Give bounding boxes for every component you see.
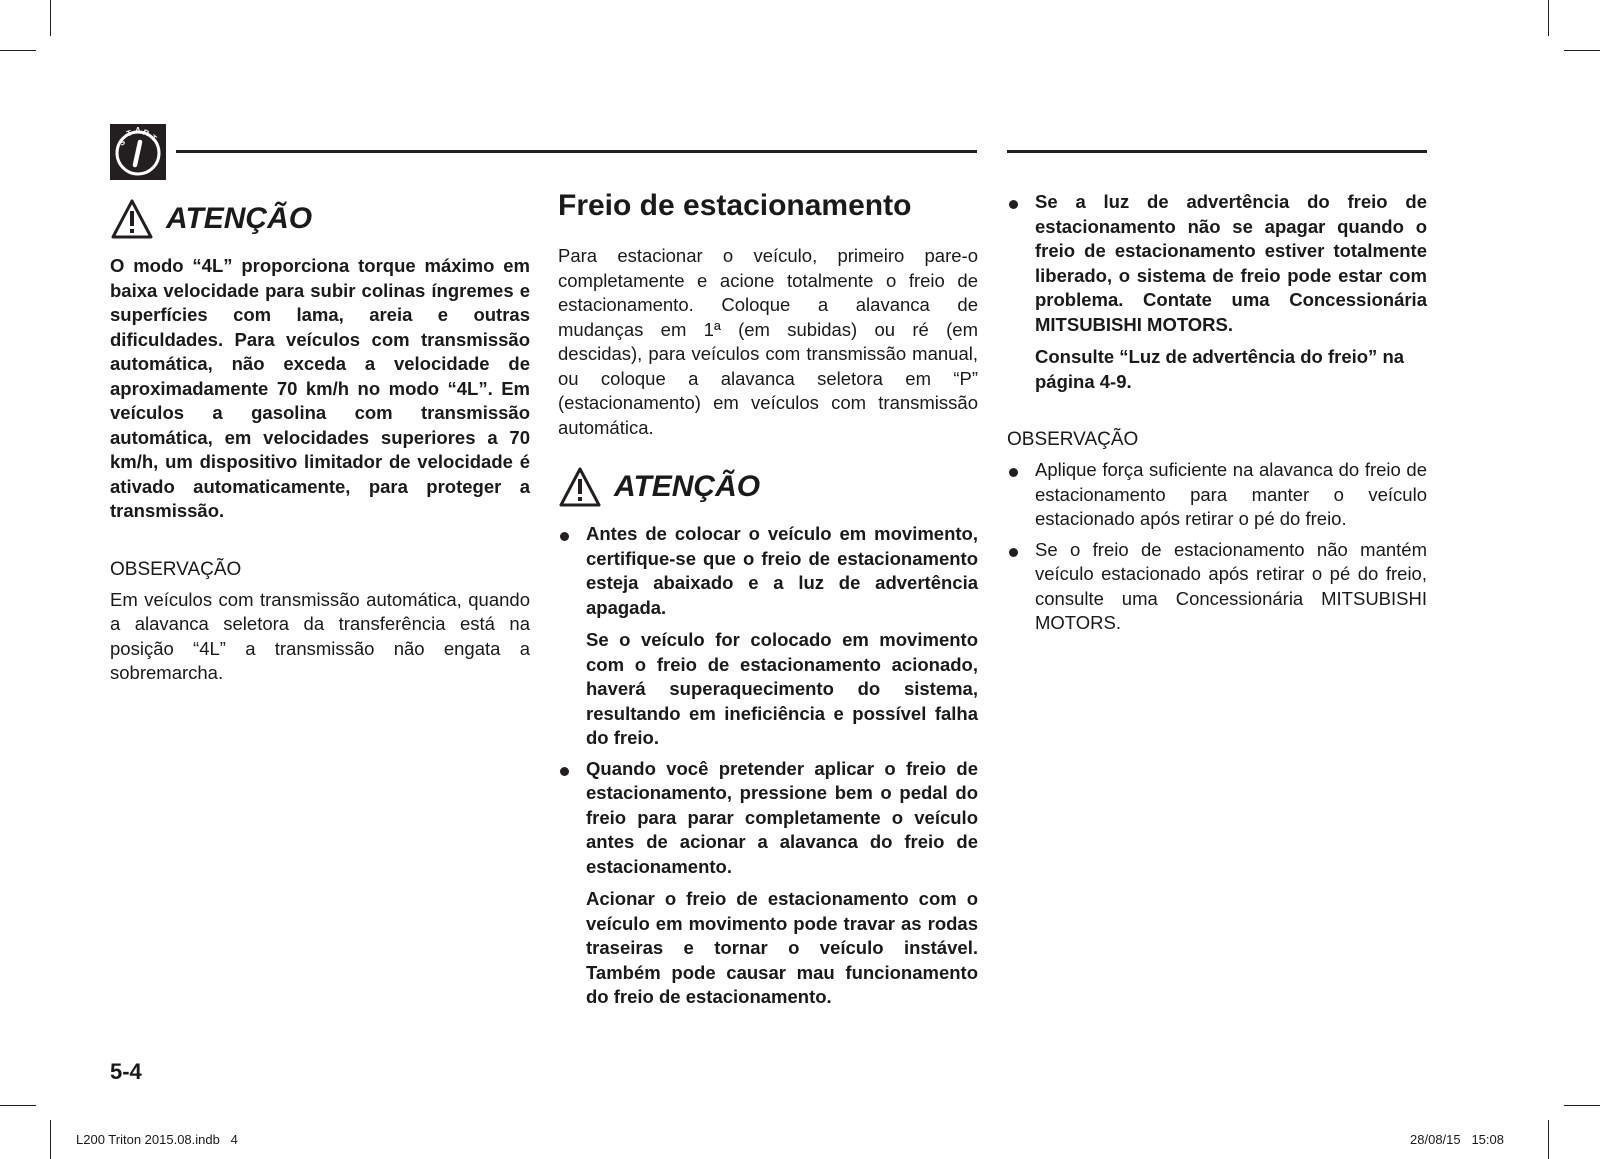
bullet-icon [1009, 548, 1018, 557]
list-item-note: Se o veículo for colocado em movimento com o freio de estacionamento acionado, haverá superaquecimento do sistema, resultando em ineficiência e possível falha do freio. [586, 629, 978, 748]
warning-text: O modo “4L” proporciona torque máximo em baixa velocidade para subir colinas íngremes e superfícies com lama, areia e outras dificuldades. Para veículos com transmissão automática, não exceda a velocidade de aproximadamente 70 km/h no modo “4L”. Em veículos a gasolina com transmissão automática, em velocidades superiores a 70 km/h, um dispositivo limitador de velocidade é ativado automaticamente, para proteger a transmissão. [110, 255, 530, 521]
warning-heading [558, 466, 978, 508]
svg-text:R: R [141, 127, 151, 139]
observation-title: OBSERVAÇÃO [1007, 429, 1139, 450]
list-item-text: Se a luz de advertência do freio de estacionamento não se apagar quando o freio de estacionamento estiver totalmente liberado, o sistema de freio pode estar com problema. Contate uma Concessionária MITSUBISHI MOTORS. [1035, 191, 1427, 335]
section-intro: Para estacionar o veículo, primeiro pare-o completamente e acione totalmente o freio de estacionamento. Coloque a alavanca de mudanças em 1ª (em subidas) ou ré (em descidas), para veículos com transmissão manual, ou coloque a alavanca seletora em “P” (estacionamento) em veículos com transmissão automática. [558, 245, 978, 438]
header-rule-right [1007, 150, 1427, 153]
list-item-text: Quando você pretender aplicar o freio de estacionamento, pressione bem o pedal do freio para parar completamente o veículo antes de acionar a alavanca do freio de estacionamento. [586, 757, 978, 877]
bullet-icon [560, 532, 569, 541]
crop-mark [1548, 0, 1549, 36]
section-title: Freio de estacionamento [558, 189, 912, 222]
observation-title: OBSERVAÇÃO [110, 558, 242, 580]
crop-mark [0, 1105, 36, 1106]
crop-mark [1564, 50, 1600, 51]
file-info: L200 Triton 2015.08.indb 4 [76, 1132, 238, 1147]
page-number: 5-4 [110, 1059, 142, 1084]
crop-mark [1564, 1105, 1600, 1106]
svg-text:A: A [135, 126, 141, 135]
middle-column [558, 188, 978, 1010]
crop-mark [50, 1120, 51, 1159]
list-item-note: Consulte “Luz de advertência do freio” na página 4-9. [1035, 346, 1405, 392]
list-item-text: Antes de colocar o veículo em movimento, certifique-se que o freio de estacionamento esteja abaixado e a luz de advertência apagada. [586, 523, 978, 618]
right-column [1007, 190, 1427, 636]
list-item [1007, 538, 1427, 636]
warning-list [1007, 190, 1427, 394]
list-item [558, 757, 978, 1010]
svg-text:T: T [148, 132, 159, 143]
warning-title: ATENÇÃO [166, 202, 313, 235]
list-item [1007, 458, 1427, 532]
list-item-text: Aplique força suficiente na alavanca do freio de estacionamento para manter o veículo estacionado após retirar o pé do freio. [1035, 459, 1427, 529]
observation-list [1007, 458, 1427, 636]
list-item-text: Se o freio de estacionamento não mantém veículo estacionado após retirar o pé do freio, consulte uma Concessionária MITSUBISHI MOTORS. [1035, 538, 1427, 633]
bullet-icon [1009, 200, 1018, 209]
list-item [558, 522, 978, 751]
svg-text:T: T [125, 128, 134, 139]
start-key-icon [110, 124, 166, 180]
crop-mark [0, 50, 36, 51]
warning-triangle-icon [110, 198, 154, 240]
bullet-icon [560, 767, 569, 776]
header-rule-left [176, 150, 977, 153]
list-item-note: Acionar o freio de estacionamento com o veículo em movimento pode travar as rodas traseiras e tornar o veículo instável. Também pode causar mau funcionamento do freio de estacionamento. [586, 888, 978, 1007]
warning-list [558, 522, 978, 1010]
warning-heading [110, 198, 530, 240]
crop-mark [50, 0, 51, 36]
crop-mark [1548, 1120, 1549, 1159]
list-item [1007, 190, 1427, 394]
print-date: 28/08/15 15:08 [1410, 1132, 1504, 1147]
left-column [110, 198, 530, 686]
warning-title: ATENÇÃO [614, 470, 761, 503]
svg-text:S: S [117, 137, 128, 148]
observation-text: Em veículos com transmissão automática, quando a alavanca seletora da transferência está na posição “4L” a transmissão não engata a sobremarcha. [110, 588, 530, 683]
bullet-icon [1009, 468, 1018, 477]
warning-triangle-icon [558, 466, 602, 508]
